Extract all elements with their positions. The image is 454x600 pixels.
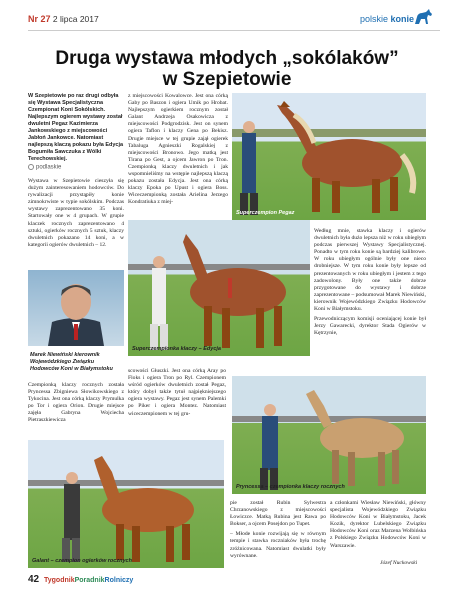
mid-text: Czempionką klaczy rocznych została Pryncessa Zbigniewa Słowikowskiego z Tykocina. Jest ona córką klaczy Prymulka po Tor i ogiera Orion. Drugie miejsce zajęła Gabryna Wojciecha Pietraszkiewicza: [28, 382, 124, 424]
source-label: podlaskie: [28, 164, 61, 171]
issue-date: 2 lipca 2017: [52, 14, 99, 24]
bottom-col3-text: a członkami Wiesław Niewiński, główny specjalista Wojewódzkiego Związku Hodowców Koni w Białymstoku, Jacek Kozik, dyrektor Lubelskiego Związku Hodowców Koni oraz Marzena Wolbińska z Polskiego Związku Hodowców Koni w Warszawie.: [330, 500, 426, 549]
author-signature: Józef Nuckowski: [380, 560, 418, 566]
source-icon: [28, 164, 34, 170]
photo-pegaz: [232, 93, 426, 220]
article-title: Druga wystawa młodych „sokólaków” w Szepietowie: [55, 48, 399, 90]
caption-galant: Galant – czempion ogierków rocznych: [32, 558, 132, 564]
issue-info: [28, 14, 99, 24]
col2-text: z miejscowości Kowalowce. Jest ona córką Gaby po Baszon i ogiera Umik po Hrobat. Najlepszym ogierkiem rocznym został Galant Andrzeja Osakowicza z miejscowości Podgrodzisk. Jest on synem ogiera Taflon i klaczy Gena po Bekisz. Drugie miejsce w tej grupie zajął ogierek Tabaluga Agnieszki Rogalskiej z miejscowości Bronowo. Jego matką jest Tirana po Gest, a ojcem Jawron po Tron. Czempionką klaczy dwuletnich i jak wspomnieliśmy na wstępie najlepszą klaczą pokazu została Edycja. Jest ona córką klaczy Epoka po Upust i ogiera Boss. Wiceczempionką została Arielina Jerzego Kondratiuka z miej-: [128, 93, 228, 206]
caption-portrait: Marek Niewiński kierownik Wojewódzkiego Związku Hodowców Koni w Białymstoku: [30, 352, 113, 372]
portrait-illustration: [28, 270, 124, 346]
photo-galant: [28, 440, 224, 568]
caption-pryncessa: Pryncessa – czempionka klaczy rocznych: [236, 484, 345, 490]
article-lead: W Szepietowie po raz drugi odbyła się Wystawa Specjalistyczna Czempionat Koni Sokólskich. Najlepszym ogierem wystawy został dwuletni Pegaz Kazimierza Jankowskiego z miejscowości Jabłoń Jankowce. Natomiast najlepszą klaczą pokazu była Edycja Bogumiła Sawczuka z Wólki Terechowskiej.: [28, 93, 124, 162]
caption-pegaz: Superczempion Pegaz: [236, 210, 295, 216]
col3-text: Według mnie, stawka klaczy i ogierów dwuletnich była dużo lepsza niż w roku ubiegłym podczas pierwszej Wystawy Specjalistycznej. Ponadto w tym roku konie są bardziej kalibrowe. W roku ubiegłym ogólnie były one nieco drobniejsze. W tym roku konie były lepsze od prezentowanych w roku ubiegłym i jestem z tego zadowolony. Były one także dobrze przygotowane do wystawy i dobrze zaprezentowane – podsumował Marek Niewiński, kierownik Wojewódzkiego Związku Hodowców Koni w Białymstoku. Przewodniczącym komisji oceniającej konie był Jerzy Gawarecki, dyrektor Stada Ogierów w Kętrzynie,: [314, 228, 426, 337]
page-number: 42: [28, 574, 40, 585]
photo-pryncessa: [232, 376, 426, 494]
brand-label: polskie konie: [359, 14, 414, 24]
photo-portrait: [28, 270, 124, 346]
horse-illustration: [232, 93, 426, 220]
issue-number: Nr 27: [28, 14, 51, 24]
col1-text: Wystawa w Szepietowie cieszyła się dużym zainteresowaniem hodowców. Do rywalizacji przystąpiły konie zimnokrwiste w typie sokólskim. Podczas wystawy zaprezentowano 35 koni. Startowały one w 4 grupach. W grupie klaczek rocznych zaprezentowano 4 sztuki, ogierków rocznych 5 sztuk, klaczy dwuletnich pokazano 14 koni, a w kategorii ogierów dwuletnich – 12.: [28, 178, 124, 248]
photo-edycja: [128, 220, 310, 356]
horse-logo-icon: [412, 8, 434, 26]
caption-edycja: Superczempionka klaczy – Edycja: [132, 346, 221, 352]
mid-text-2: scowości Głuszki. Jest ona córką Aray po Floks i ogiera Tron po Ryl. Czempionem wśród ogierków dwuletnich został Pegaz, który dobył także tytuł najpiękniejszego ogiera wystawy. Pegaz jest synem Palemki po Piker i ogiera Montez. Natomiast wiceczempionem w tej gru-: [128, 368, 226, 417]
horse-illustration-4: [28, 440, 224, 568]
horse-illustration-3: [232, 376, 426, 494]
magazine-name: TygodnikPoradnikRolniczy: [44, 577, 134, 584]
horse-illustration-2: [128, 220, 310, 356]
header-divider: [28, 30, 440, 31]
bottom-col2-text: pie został Rubin Sylwestra Chrzanowskiego z miejscowości Łowiczce. Matką Rubina jest Rawa po Bokser, a ojcem Posejdon po Tupet. – Młode konie rozwijają się w równym tempie i stawka roczniaków była trochę zróżnicowana. Natomiast dwulatki były wyrównane.: [230, 500, 326, 559]
